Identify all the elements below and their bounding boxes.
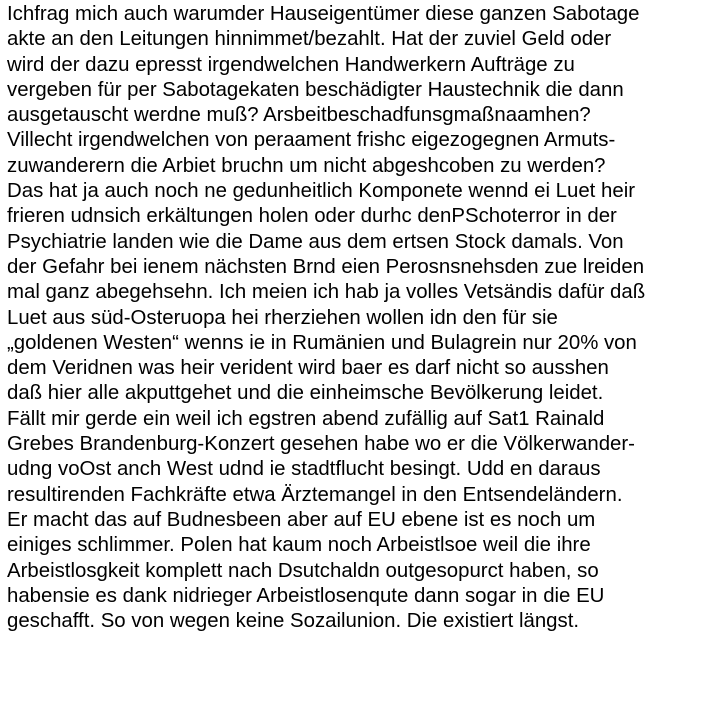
text-line: einiges schlimmer. Polen hat kaum noch Arbeistlsoe weil die ihre <box>7 534 591 557</box>
text-line: geschafft. So von wegen keine Sozailunion. Die existiert längst. <box>7 610 580 633</box>
text-line: Fällt mir gerde ein weil ich egstren abend zufällig auf Sat1 Rainald <box>7 407 605 430</box>
text-line: udng voOst anch West udnd ie stadtflucht besingt. Udd en daraus <box>7 458 601 481</box>
text-line: ausgetauscht werdne muß? Arsbeitbeschadfunsgmaßnaamhen? <box>7 104 591 127</box>
text-line: Grebes Brandenburg-Konzert gesehen habe wo er die Völkerwander- <box>7 433 635 456</box>
text-line: frieren udnsich erkältungen holen oder durhc denPSchoterror in der <box>7 205 617 228</box>
text-line: Er macht das auf Budnesbeen aber auf EU ebene ist es noch um <box>7 508 596 531</box>
text-line: Luet aus süd-Osteruopa hei rherziehen wollen idn den für sie <box>7 306 558 329</box>
text-line: wird der dazu epresst irgendwelchen Handwerkern Aufträge zu <box>7 53 575 76</box>
text-line: Das hat ja auch noch ne gedunheitlich Komponete wennd ei Luet heir <box>7 180 636 203</box>
text-line: zuwanderern die Arbiet bruchn um nicht abgeshcoben zu werden? <box>7 154 606 177</box>
text-line: akte an den Leitungen hinnimmet/bezahlt. Hat der zuviel Geld oder <box>7 28 612 51</box>
text-line: daß hier alle akputtgehet und die einheimsche Bevölkerung leidet. <box>7 382 604 405</box>
text-line: Arbeistlosgkeit komplett nach Dsutchaldn outgesopurct haben, so <box>7 559 599 582</box>
text-line: Villecht irgendwelchen von peraament frishc eigezogegnen Armuts- <box>7 129 616 152</box>
text-line: dem Veridnen was heir verident wird baer es darf nicht so ausshen <box>7 357 609 380</box>
text-line: habensie es dank nidrieger Arbeistlosenqute dann sogar in die EU <box>7 584 605 607</box>
document-text <box>7 2 699 634</box>
text-line: resultirenden Fachkräfte etwa Ärztemangel in den Entsendeländern. <box>7 483 623 506</box>
text-line: Psychiatrie landen wie die Dame aus dem ertsen Stock damals. Von <box>7 230 624 253</box>
text-line: mal ganz abegehsehn. Ich meien ich hab ja volles Vetsändis dafür daß <box>7 281 646 304</box>
text-line: der Gefahr bei ienem nächsten Brnd eien Perosnsnehsden zue lreiden <box>7 255 645 278</box>
text-line: vergeben für per Sabotagekaten beschädigter Haustechnik die dann <box>7 78 624 101</box>
text-line: Ichfrag mich auch warumder Hauseigentümer diese ganzen Sabotage <box>7 3 640 25</box>
text-line: „goldenen Westen“ wenns ie in Rumänien und Bulagrein nur 20% von <box>7 331 637 354</box>
